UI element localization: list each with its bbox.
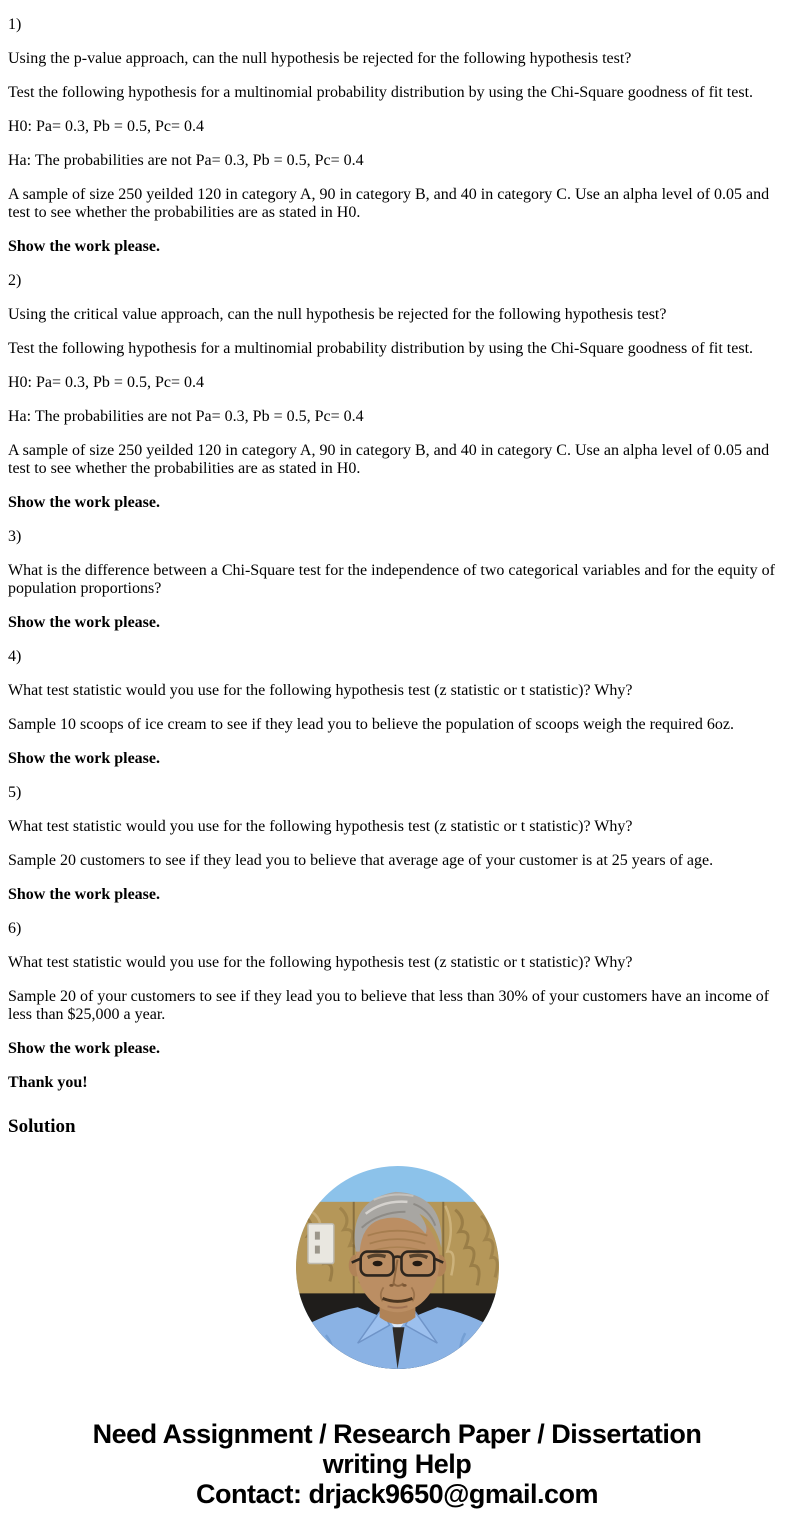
q1-show-work: Show the work please.	[8, 238, 161, 255]
q1-ha: Ha: The probabilities are not Pa= 0.3, Pb = 0.5, Pc= 0.4	[8, 152, 364, 169]
q1-number: 1)	[8, 16, 22, 33]
q2-question: Using the critical value approach, can the null hypothesis be rejected for the following hypothesis test?	[8, 306, 667, 323]
q2-number: 2)	[8, 272, 22, 289]
q5-question: What test statistic would you use for the following hypothesis test (z statistic or t statistic)? Why?	[8, 818, 633, 835]
q6-question: What test statistic would you use for the following hypothesis test (z statistic or t statistic)? Why?	[8, 954, 633, 971]
q4-sample: Sample 10 scoops of ice cream to see if they lead you to believe the population of scoops weigh the required 6oz.	[8, 716, 735, 733]
footer-contact-line: Contact: drjack9650@gmail.com	[196, 1479, 598, 1509]
footer-help-line-2: writing Help	[322, 1449, 472, 1479]
footer-help-line-1: Need Assignment / Research Paper / Dissertation	[92, 1419, 702, 1449]
q6-number: 6)	[8, 920, 22, 937]
q2-instruction: Test the following hypothesis for a multinomial probability distribution by using the Chi-Square goodness of fit test.	[8, 340, 754, 357]
avatar-container	[296, 1166, 499, 1369]
q1-question: Using the p-value approach, can the null hypothesis be rejected for the following hypothesis test?	[8, 50, 632, 67]
avatar-switch-plate	[307, 1224, 333, 1264]
footer-banner	[8, 1419, 786, 1509]
q2-sample: A sample of size 250 yeilded 120 in category A, 90 in category B, and 40 in category C. Use an alpha level of 0.05 and test to see whether the probabilities are as stated in H0.	[8, 442, 770, 477]
q2-ha: Ha: The probabilities are not Pa= 0.3, Pb = 0.5, Pc= 0.4	[8, 408, 364, 425]
q3-question: What is the difference between a Chi-Square test for the independence of two categorical variables and for the equity of population proportions?	[8, 562, 775, 597]
q2-show-work: Show the work please.	[8, 494, 161, 511]
q6-sample: Sample 20 of your customers to see if they lead you to believe that less than 30% of your customers have an income of less than $25,000 a year.	[8, 988, 770, 1023]
q6-show-work: Show the work please.	[8, 1040, 161, 1057]
tutor-avatar-photo	[296, 1166, 499, 1369]
q3-show-work: Show the work please.	[8, 614, 161, 631]
solution-heading: Solution	[8, 1116, 76, 1137]
q5-number: 5)	[8, 784, 22, 801]
q1-sample: A sample of size 250 yeilded 120 in category A, 90 in category B, and 40 in category C. Use an alpha level of 0.05 and test to see whether the probabilities are as stated in H0.	[8, 186, 770, 221]
q5-show-work: Show the work please.	[8, 886, 161, 903]
document-page	[8, 16, 786, 1509]
document-body	[8, 16, 786, 1138]
q2-h0: H0: Pa= 0.3, Pb = 0.5, Pc= 0.4	[8, 374, 204, 391]
q4-question: What test statistic would you use for the following hypothesis test (z statistic or t statistic)? Why?	[8, 682, 633, 699]
q4-number: 4)	[8, 648, 22, 665]
q3-number: 3)	[8, 528, 22, 545]
q1-h0: H0: Pa= 0.3, Pb = 0.5, Pc= 0.4	[8, 118, 204, 135]
q4-show-work: Show the work please.	[8, 750, 161, 767]
q5-sample: Sample 20 customers to see if they lead you to believe that average age of your customer is at 25 years of age.	[8, 852, 714, 869]
q1-instruction: Test the following hypothesis for a multinomial probability distribution by using the Chi-Square goodness of fit test.	[8, 84, 754, 101]
thank-you: Thank you!	[8, 1074, 88, 1091]
